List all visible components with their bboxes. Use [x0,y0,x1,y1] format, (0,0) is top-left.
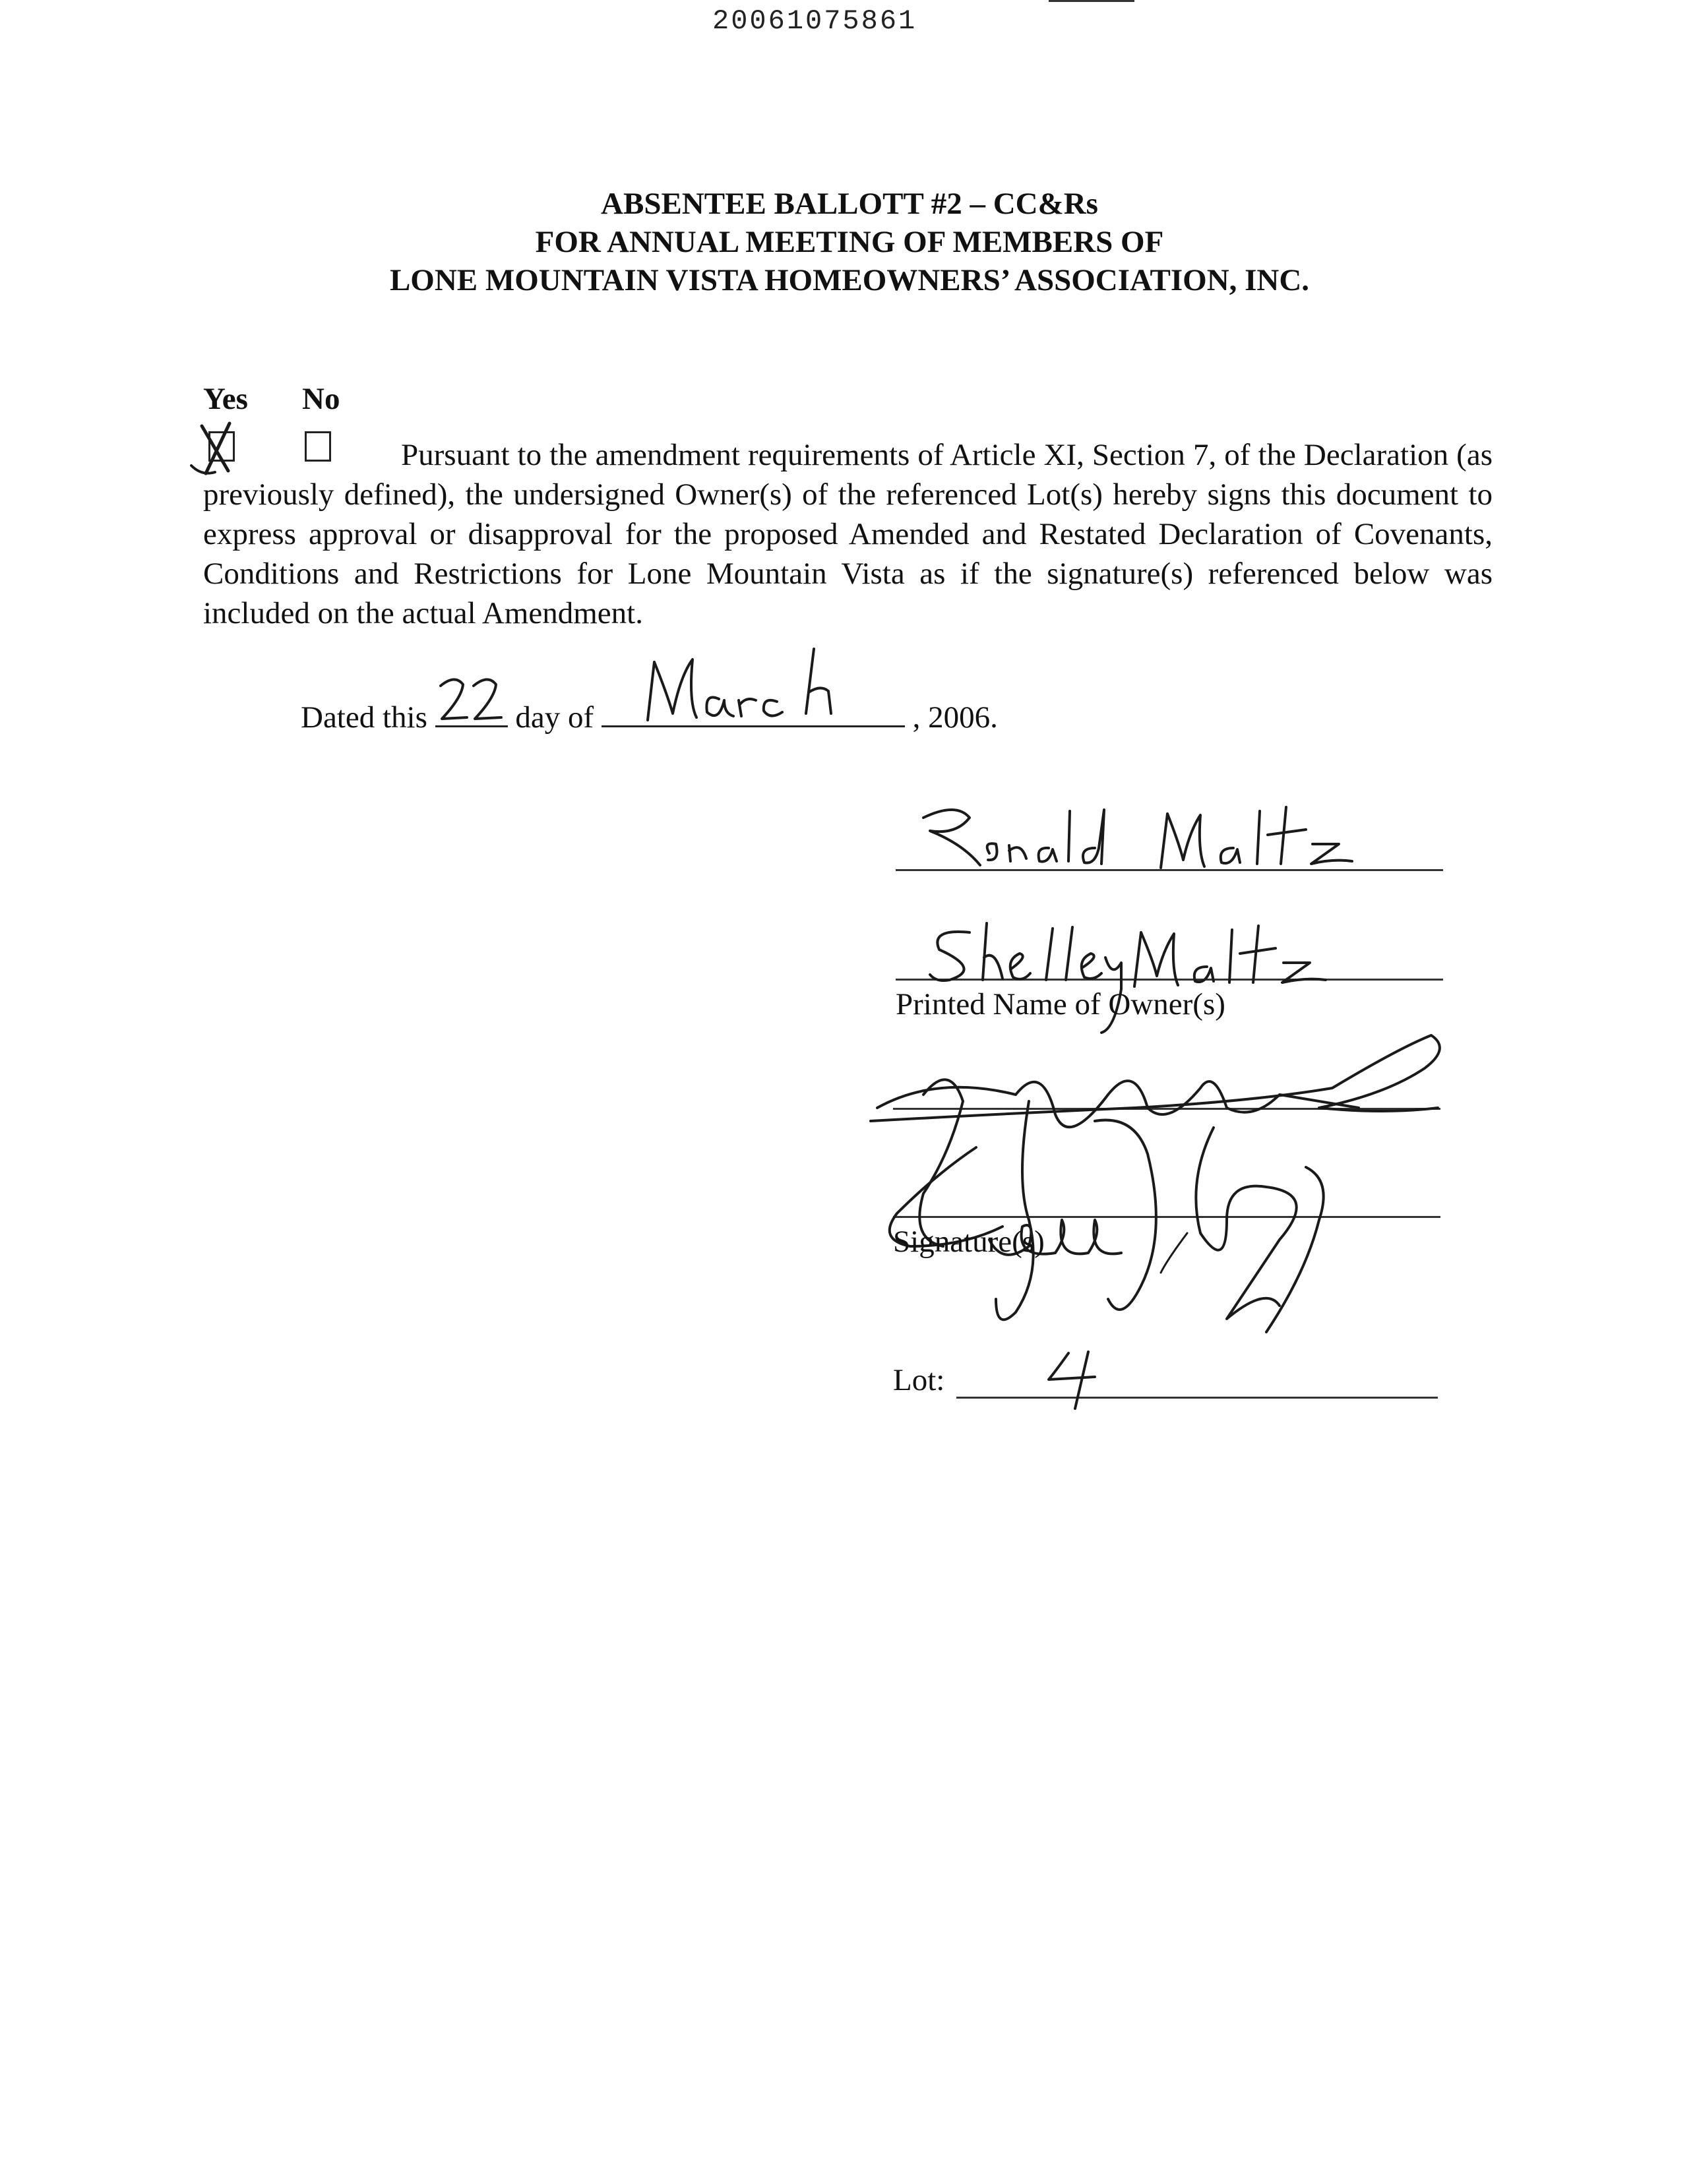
top-rule [1049,0,1134,2]
signature-label: Signature(s) [893,1225,1045,1259]
lot-label: Lot: [893,1363,945,1397]
printed-name-label: Printed Name of Owner(s) [896,987,1225,1021]
amendment-paragraph: Pursuant to the amendment requirements of Article XI, Section 7, of the Declaration (as previously defined), the undersigned Owner(s) of the referenced Lot(s) hereby signs this document to express approval or disapproval for the proposed Amended and Restated Declaration of Covenants, Conditions and Restrictions for Lone Mountain Vista as if the signature(s) referenced below was included on the actual Amendment. [203,438,1493,630]
title-line-1: ABSENTEE BALLOTT #2 – CC&Rs [601,187,1098,221]
no-label: No [302,382,340,416]
title-line-2: FOR ANNUAL MEETING OF MEMBERS OF [535,225,1164,259]
lot-handwriting [1042,1345,1121,1411]
dated-middle: day of [515,700,594,735]
month-handwriting [641,636,852,728]
title-line-3: LONE MOUNTAIN VISTA HOMEOWNERS’ ASSOCIATION, INC. [389,263,1310,297]
dated-suffix: , 2006. [912,700,998,735]
owner-signatures [857,1022,1451,1391]
lot-line[interactable] [956,1397,1438,1399]
day-field[interactable] [435,692,508,727]
dated-line [301,692,998,735]
printed-name-1-handwriting [917,798,1378,877]
yes-label: Yes [203,382,248,416]
dated-prefix: Dated this [301,700,427,735]
day-handwriting [435,671,508,731]
vote-headers [203,381,340,417]
month-field[interactable] [602,692,905,727]
ballot-title [0,185,1699,299]
document-number: 20061075861 [712,5,917,37]
